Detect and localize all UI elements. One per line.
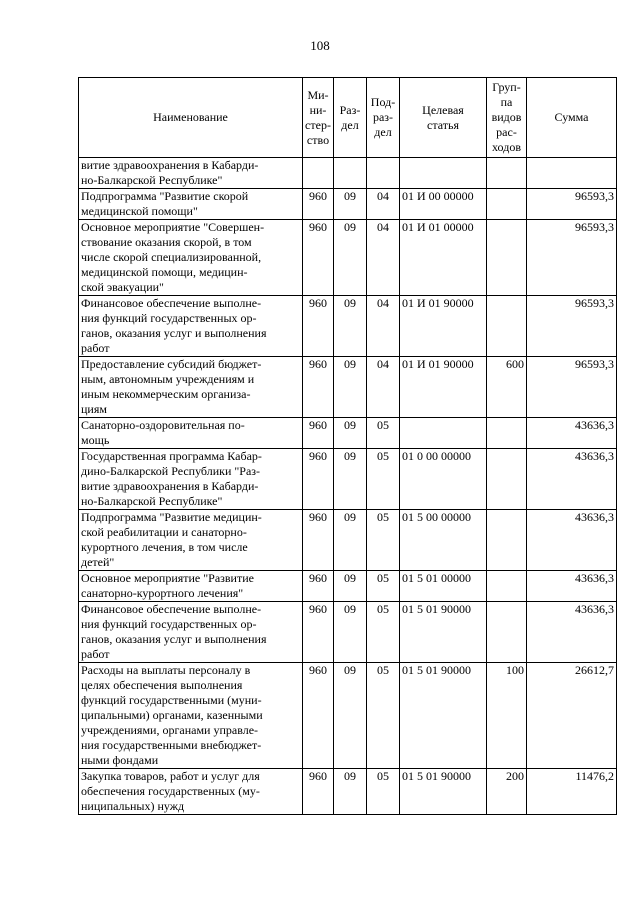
cell-target-article: 01 0 00 00000 [400,449,487,510]
table-row [79,418,617,449]
cell-name: Подпрограмма "Развитие скорой медицинской помощи" [79,189,303,220]
header-target-article: Целевая статья [400,78,487,158]
cell-section: 09 [334,296,367,357]
cell-subsection: 04 [367,189,400,220]
cell-target-article: 01 И 00 00000 [400,189,487,220]
table-row [79,602,617,663]
cell-subsection: 04 [367,220,400,296]
table-row [79,663,617,769]
cell-expense-group [487,220,527,296]
cell-subsection: 05 [367,510,400,571]
cell-ministry: 960 [303,602,334,663]
cell-ministry: 960 [303,769,334,815]
cell-amount: 96593,3 [527,189,617,220]
cell-name: Государственная программа Кабар- дино-Балкарской Республики "Раз- витие здравоохранения в Кабарди- но-Балкарской Республике" [79,449,303,510]
cell-section [334,158,367,189]
cell-ministry: 960 [303,220,334,296]
header-amount: Сумма [527,78,617,158]
cell-section: 09 [334,602,367,663]
header-name: Наименование [79,78,303,158]
cell-subsection: 04 [367,357,400,418]
cell-subsection: 05 [367,571,400,602]
cell-ministry: 960 [303,571,334,602]
cell-subsection: 05 [367,602,400,663]
cell-amount: 96593,3 [527,296,617,357]
cell-section: 09 [334,769,367,815]
cell-section: 09 [334,663,367,769]
cell-amount: 43636,3 [527,602,617,663]
cell-name: Финансовое обеспечение выполне- ния функций государственных ор- ганов, оказания услуг и выполнения работ [79,296,303,357]
cell-ministry [303,158,334,189]
table-row [79,769,617,815]
cell-amount: 96593,3 [527,357,617,418]
cell-name: Финансовое обеспечение выполне- ния функций государственных ор- ганов, оказания услуг и выполнения работ [79,602,303,663]
page-number: 108 [310,38,330,53]
header-subsection: Под- раз- дел [367,78,400,158]
cell-subsection: 05 [367,418,400,449]
cell-expense-group: 100 [487,663,527,769]
cell-section: 09 [334,418,367,449]
cell-target-article: 01 И 01 00000 [400,220,487,296]
cell-ministry: 960 [303,663,334,769]
cell-ministry: 960 [303,189,334,220]
table-row [79,296,617,357]
table-row [79,158,617,189]
cell-amount: 11476,2 [527,769,617,815]
cell-name: Предоставление субсидий бюджет- ным, автономным учреждениям и иным некоммерческим организа- циям [79,357,303,418]
cell-target-article: 01 5 01 90000 [400,769,487,815]
cell-expense-group [487,602,527,663]
table-row [79,449,617,510]
cell-expense-group [487,158,527,189]
cell-target-article: 01 5 01 90000 [400,602,487,663]
cell-target-article: 01 5 00 00000 [400,510,487,571]
cell-expense-group [487,571,527,602]
cell-name: Подпрограмма "Развитие медицин- ской реабилитации и санаторно- курортного лечения, в том числе детей" [79,510,303,571]
cell-target-article: 01 И 01 90000 [400,357,487,418]
cell-target-article [400,418,487,449]
cell-amount: 43636,3 [527,571,617,602]
header-ministry: Ми- ни- стер- ство [303,78,334,158]
cell-target-article [400,158,487,189]
cell-subsection: 05 [367,449,400,510]
cell-ministry: 960 [303,418,334,449]
cell-ministry: 960 [303,510,334,571]
cell-subsection: 05 [367,769,400,815]
budget-table [78,77,617,815]
cell-name: Расходы на выплаты персоналу в целях обеспечения выполнения функций государственными (муни- ципальными) органами, казенными учреждениями, органами управле- ния государственными внебюджет- ными фондами [79,663,303,769]
table-row [79,189,617,220]
cell-name: Основное мероприятие "Развитие санаторно-курортного лечения" [79,571,303,602]
cell-target-article: 01 5 01 90000 [400,663,487,769]
cell-name: Закупка товаров, работ и услуг для обеспечения государственных (му- ниципальных) нужд [79,769,303,815]
cell-section: 09 [334,220,367,296]
cell-section: 09 [334,449,367,510]
cell-amount: 96593,3 [527,220,617,296]
cell-expense-group [487,189,527,220]
cell-section: 09 [334,189,367,220]
cell-target-article: 01 И 01 90000 [400,296,487,357]
cell-expense-group: 200 [487,769,527,815]
cell-amount: 43636,3 [527,449,617,510]
cell-expense-group: 600 [487,357,527,418]
cell-expense-group [487,418,527,449]
table-row [79,510,617,571]
table-row [79,220,617,296]
cell-target-article: 01 5 01 00000 [400,571,487,602]
cell-expense-group [487,449,527,510]
header-section: Раз- дел [334,78,367,158]
cell-amount [527,158,617,189]
cell-name: витие здравоохранения в Кабарди- но-Балкарской Республике" [79,158,303,189]
cell-section: 09 [334,510,367,571]
cell-name: Санаторно-оздоровительная по- мощь [79,418,303,449]
header-expense-group: Груп- па видов рас- ходов [487,78,527,158]
table-row [79,357,617,418]
cell-ministry: 960 [303,449,334,510]
cell-subsection: 05 [367,663,400,769]
cell-amount: 43636,3 [527,418,617,449]
table-row [79,571,617,602]
cell-section: 09 [334,571,367,602]
table-header-row [79,78,617,158]
cell-name: Основное мероприятие "Совершен- ствование оказания скорой, в том числе скорой специализированной, медицинской помощи, медицин- ской эвакуации" [79,220,303,296]
cell-subsection: 04 [367,296,400,357]
cell-subsection [367,158,400,189]
cell-expense-group [487,510,527,571]
cell-amount: 43636,3 [527,510,617,571]
cell-expense-group [487,296,527,357]
cell-ministry: 960 [303,296,334,357]
cell-amount: 26612,7 [527,663,617,769]
cell-ministry: 960 [303,357,334,418]
cell-section: 09 [334,357,367,418]
